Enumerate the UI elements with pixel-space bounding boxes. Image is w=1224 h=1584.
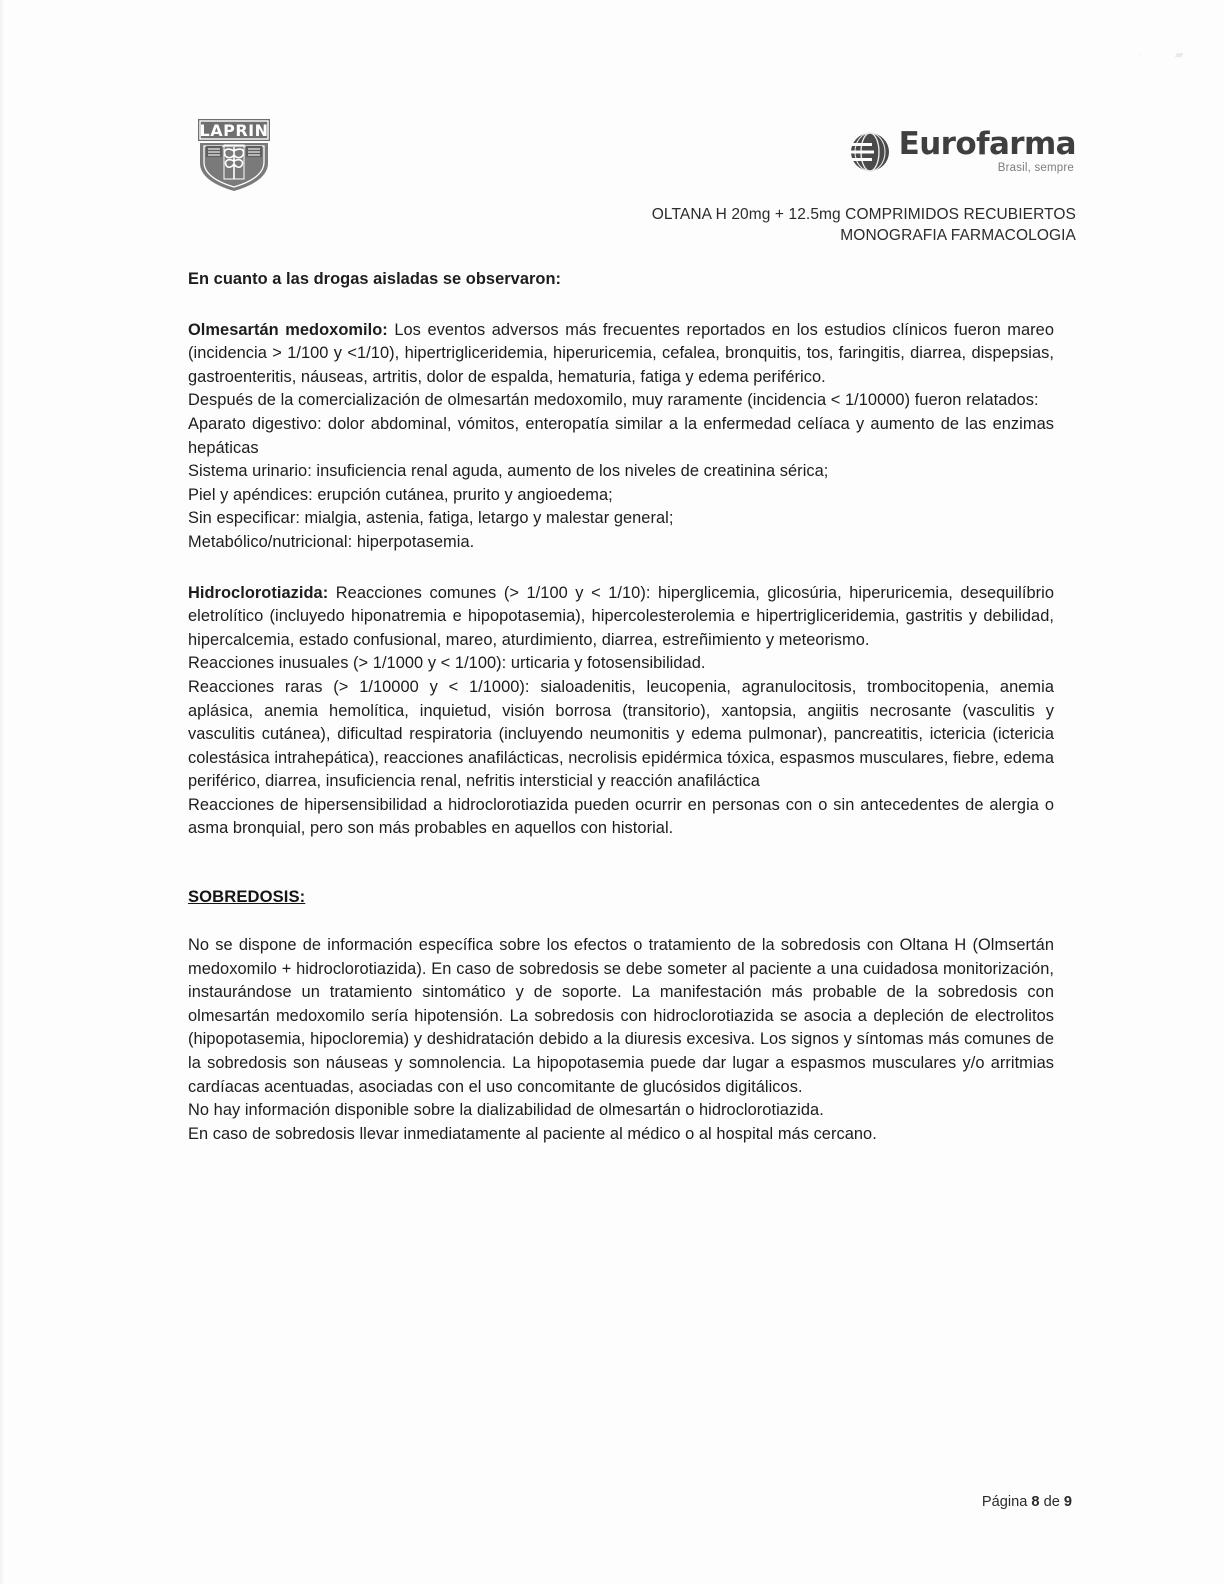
sobredosis-paragraph-3: En caso de sobredosis llevar inmediatamente al paciente al médico o al hospital más cercano. [188, 1124, 877, 1143]
sobredosis-section-title: SOBREDOSIS: [188, 887, 306, 907]
scan-speck-artifact: · ▰ [1138, 49, 1190, 61]
header-product-line: OLTANA H 20mg + 12.5mg COMPRIMIDOS RECUBIERTOS [651, 206, 1076, 223]
laprin-logo [194, 117, 274, 193]
page-footer [982, 1494, 1072, 1510]
hidroclorotiazida-common-text: Reacciones comunes (> 1/100 y < 1/10): hiperglicemia, glicosúria, hiperuricemia, desequilíbrio eletrolítico (incluyedo hiponatremia e hipopotasemia), hipercolesterolemia e hipertrigliceridemia, gastritis y debilidad, hipercalcemia, estado confusional, mareo, aturdimiento, diarrea, estreñimiento y meteorismo. [188, 583, 1054, 649]
footer-current-page: 8 [1031, 1494, 1040, 1510]
olmesartan-paragraph [188, 319, 1054, 390]
hidroclorotiazida-rare-reactions: Reacciones raras (> 1/10000 y < 1/1000): sialoadenitis, leucopenia, agranulocitosis, trombocitopenia, anemia aplásica, anemia hemolítica, inquietud, visión borrosa (transitorio), xantopsia, angiitis necrosante (vasculitis y vasculitis cutánea), dificultad respiratoria (incluyendo neumonitis y edema pulmonar), pancreatitis, ictericia (ictericia colestásica intrahepática), reacciones anafilácticas, necrolisis epidérmica tóxica, espasmos musculares, fiebre, edema periférico, diarrea, insuficiencia renal, nefritis intersticial y reacción anafiláctica [188, 677, 1054, 791]
sobredosis-paragraph-1: No se dispone de información específica sobre los efectos o tratamiento de la sobredosis con Oltana H (Olmsertán medoxomilo + hidroclorotiazida). En caso de sobredosis se debe someter al paciente a una cuidadosa monitorización, instaurándose un tratamiento sintomático y de soporte. La manifestación más probable de la sobredosis con olmesartán medoxomilo sería hipotensión. La sobredosis con hidroclorotiazida se asocia a depleción de electrolitos (hipopotasemia, hipocloremia) y deshidratación debido a la diuresis excesiva. Los signos y síntomas más comunes de la sobredosis son náuseas y somnolencia. La hipopotasemia puede dar lugar a espasmos musculares y/o arritmias cardíacas acentuadas, asociadas con el uso concomitante de glucósidos digitálicos. [188, 936, 1054, 1096]
olmesartan-item-urinary: Sistema urinario: insuficiencia renal aguda, aumento de los niveles de creatinina sérica; [188, 462, 829, 481]
footer-separator: de [1039, 1494, 1064, 1510]
olmesartan-postmarketing: Después de la comercialización de olmesartán medoxomilo, muy raramente (incidencia < 1/10000) fueron relatados: [188, 391, 1039, 410]
olmesartan-item-skin: Piel y apéndices: erupción cutánea, prurito y angioedema; [188, 485, 613, 504]
eurofarma-logo [848, 128, 1076, 174]
olmesartan-label: Olmesartán medoxomilo: [188, 320, 388, 339]
document-body [188, 268, 1054, 1146]
eurofarma-globe-icon [848, 130, 892, 174]
olmesartan-text: Los eventos adversos más frecuentes reportados en los estudios clínicos fueron mareo (incidencia > 1/100 y <1/10), hipertrigliceridemia, hiperuricemia, cefalea, bronquitis, tos, faringitis, diarrea, dispepsias, gastroenteritis, náuseas, artritis, dolor de espalda, hematuria, fatiga y edema periférico. [188, 320, 1054, 386]
document-header-title [652, 204, 1076, 246]
olmesartan-item-metabolic: Metabólico/nutricional: hiperpotasemia. [188, 532, 475, 551]
footer-total-pages: 9 [1063, 1494, 1072, 1510]
eurofarma-tagline: Brasil, sempre [997, 162, 1074, 174]
sobredosis-paragraph-2: No hay información disponible sobre la dializabilidad de olmesartán o hidroclorotiazida. [188, 1101, 824, 1120]
footer-prefix: Página [981, 1494, 1032, 1510]
olmesartan-item-digestive: Aparato digestivo: dolor abdominal, vómitos, enteropatía similar a la enfermedad celíaca y aumento de las enzimas hepáticas [188, 414, 1054, 457]
hidroclorotiazida-hypersensitivity: Reacciones de hipersensibilidad a hidroclorotiazida pueden ocurrir en personas con o sin antecedentes de alergia o asma bronquial, pero son más probables en aquellos con historial. [188, 795, 1054, 838]
hidroclorotiazida-unusual-reactions: Reacciones inusuales (> 1/1000 y < 1/100): urticaria y fotosensibilidad. [188, 654, 706, 673]
hidroclorotiazida-common-paragraph [188, 582, 1054, 653]
header-subtitle-line: MONOGRAFIA FARMACOLOGIA [840, 227, 1076, 244]
eurofarma-wordmark: Eurofarma [898, 126, 1076, 162]
intro-heading: En cuanto a las drogas aisladas se observaron: [188, 270, 562, 288]
page-header [0, 0, 1224, 250]
hidroclorotiazida-label: Hidroclorotiazida: [188, 583, 329, 602]
svg-text:LAPRIN: LAPRIN [199, 121, 269, 140]
olmesartan-item-unspecified: Sin especificar: mialgia, astenia, fatiga, letargo y malestar general; [188, 509, 674, 528]
